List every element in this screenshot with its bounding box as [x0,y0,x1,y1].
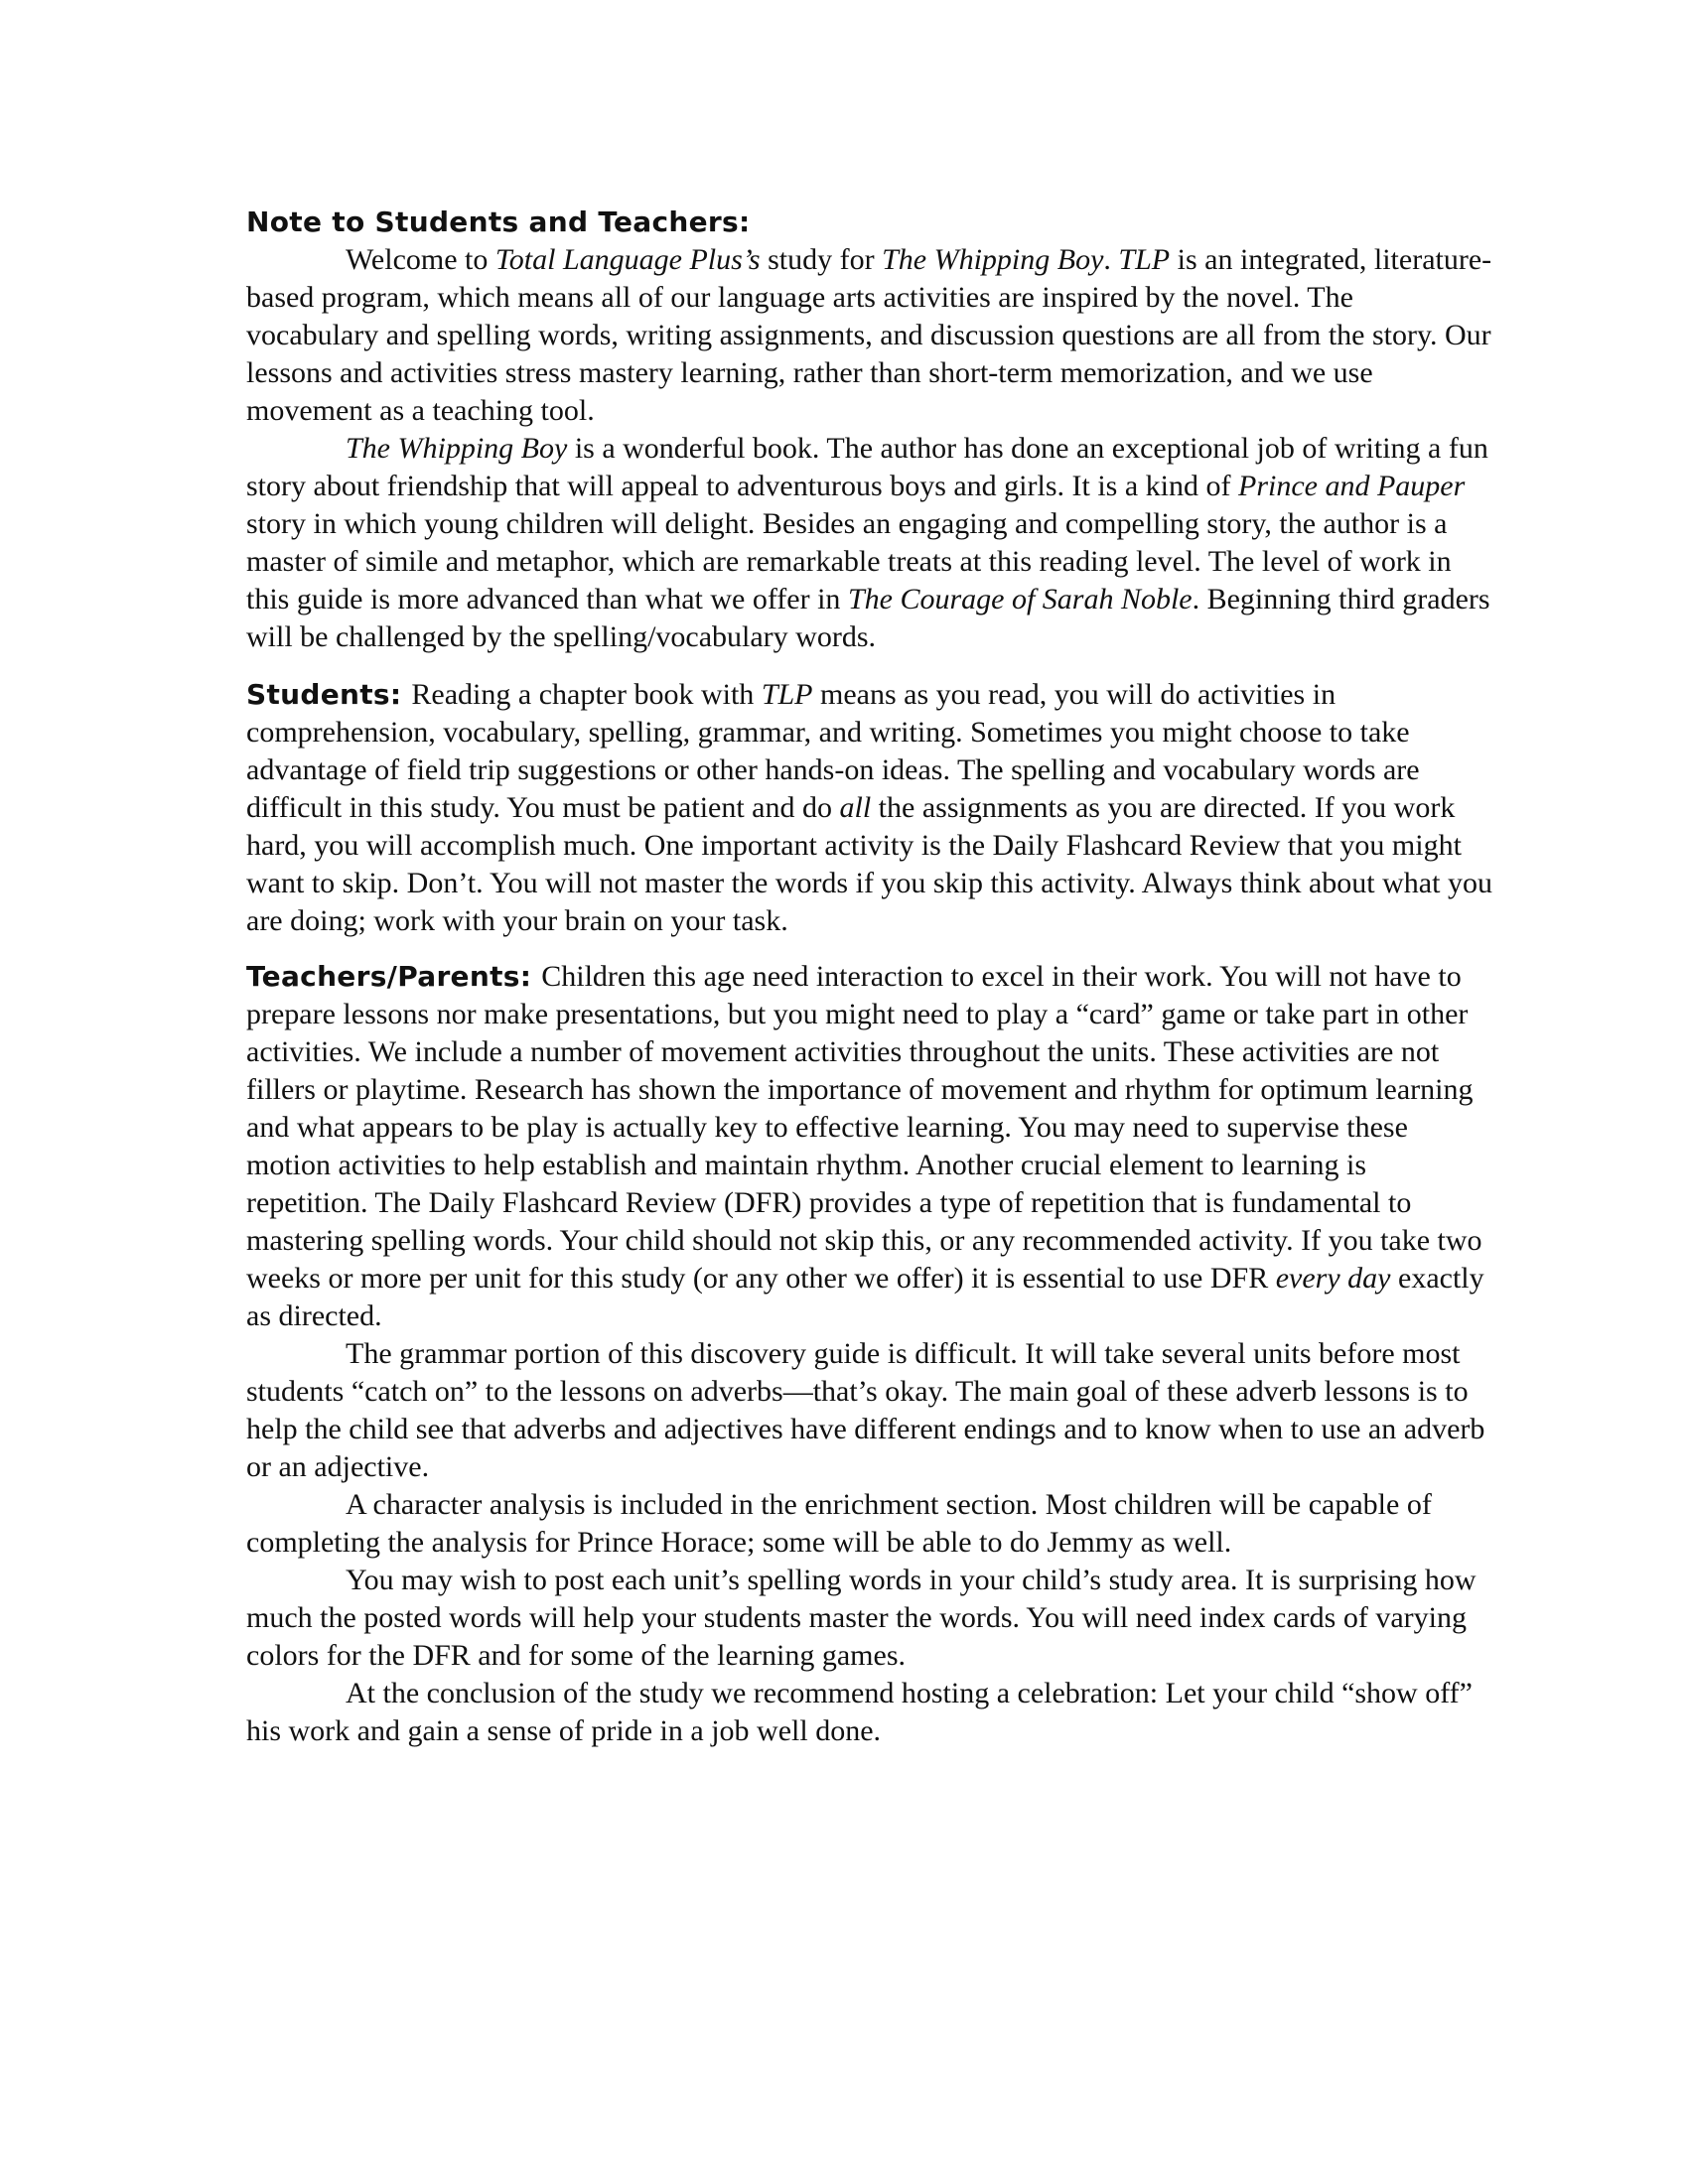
italic-all: all [839,791,872,824]
note-paragraph-1: Welcome to Total Language Plus’s study for The Whipping Boy. TLP is an integrated, literature-based program, which means all of our language arts activities are inspired by the novel. The vocabulary and spelling words, writing assignments, and discussion questions are all from the story. Our lessons and activities stress mastery learning, rather than short-term memorization, and we use movement as a teaching tool. [246,243,1492,427]
italic-title-whipping-boy: The Whipping Boy [882,243,1104,276]
students-heading: Students: [246,678,402,711]
italic-every-day: every day [1275,1262,1391,1295]
italic-tlp: TLP [761,678,813,711]
italic-title-total-language-plus: Total Language Plus’s [494,243,761,276]
note-heading: Note to Students and Teachers: [246,205,751,238]
teachers-paragraph-3: A character analysis is included in the enrichment section. Most children will be capable of completing the analysis for Prince Horace; some will be able to do Jemmy as well. [246,1488,1432,1559]
document-page [246,204,1492,1750]
teachers-paragraph-4: You may wish to post each unit’s spelling words in your child’s study area. It is surprising how much the posted words will help your students master the words. You will need index cards of varying colors for the DFR and for some of the learning games. [246,1564,1477,1672]
italic-title-whipping-boy: The Whipping Boy [346,432,568,465]
note-paragraph-2: The Whipping Boy is a wonderful book. The author has done an exceptional job of writing a fun story about friendship that will appeal to adventurous boys and girls. It is a kind of Prince and Pauper story in which young children will delight. Besides an engaging and compelling story, the author is a master of simile and metaphor, which are remarkable treats at this reading level. The level of work in this guide is more advanced than what we offer in The Courage of Sarah Noble. Beginning third graders will be challenged by the spelling/vocabulary words. [246,432,1490,653]
teachers-heading: Teachers/Parents: [246,960,532,993]
italic-title-prince-and-pauper: Prince and Pauper [1238,470,1466,502]
italic-title-courage-of-sarah-noble: The Courage of Sarah Noble [847,583,1193,615]
teachers-paragraph-2: The grammar portion of this discovery guide is difficult. It will take several units before most students “catch on” to the lessons on adverbs—that’s okay. The main goal of these adverb lessons is to help the child see that adverbs and adjectives have different endings and to know when to use an adverb or an adjective. [246,1337,1485,1483]
teachers-paragraph-5: At the conclusion of the study we recommend hosting a celebration: Let your child “show off” his work and gain a sense of pride in a job well done. [246,1677,1473,1747]
students-paragraph: Students: Reading a chapter book with TLP means as you read, you will do activities in comprehension, vocabulary, spelling, grammar, and writing. Sometimes you might choose to take advantage of field trip suggestions or other hands-on ideas. The spelling and vocabulary words are difficult in this study. You must be patient and do all the assignments as you are directed. If you work hard, you will accomplish much. One important activity is the Daily Flashcard Review that you might want to skip. Don’t. You will not master the words if you skip this activity. Always think about what you are doing; work with your brain on your task. [246,678,1492,937]
teachers-paragraph-1: Teachers/Parents: Children this age need interaction to excel in their work. You will not have to prepare lessons nor make presentations, but you might need to play a “card” game or take part in other activities. We include a number of movement activities throughout the units. These activities are not fillers or playtime. Research has shown the importance of movement and rhythm for optimum learning and what appears to be play is actually key to effective learning. You may need to supervise these motion activities to help establish and maintain rhythm. Another crucial element to learning is repetition. The Daily Flashcard Review (DFR) provides a type of repetition that is fundamental to mastering spelling words. Your child should not skip this, or any recommended activity. If you take two weeks or more per unit for this study (or any other we offer) it is essential to use DFR every day exactly as directed. [246,960,1484,1332]
italic-tlp: TLP [1118,243,1171,276]
